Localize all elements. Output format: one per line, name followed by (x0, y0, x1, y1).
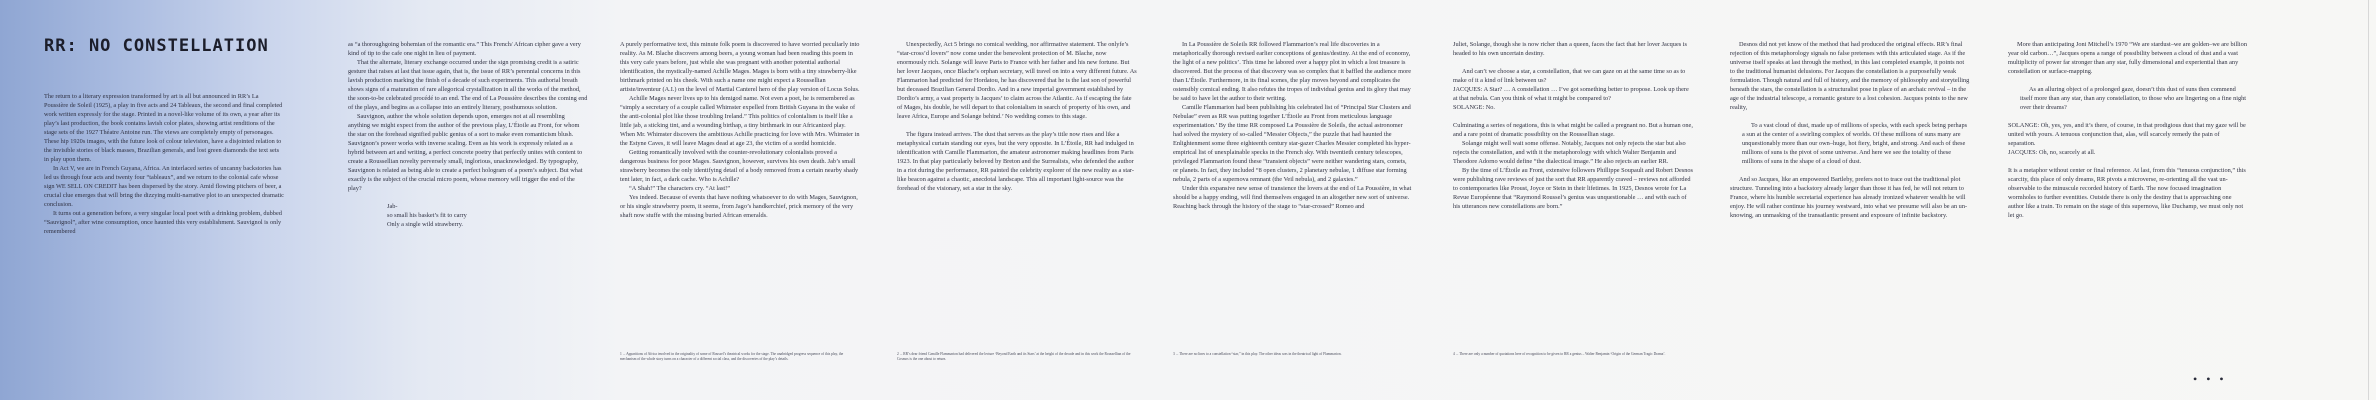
text-column-1 (44, 92, 284, 236)
paragraph: It is a metaphor without center or final reference. At last, from this “tenuous conjunction,” this scarcity, this place of only dreams, RR pivots a microverse, re-orienting all the vast un-observable to the minuscule recorded history of Earth. The now focused imagination wormholes to further eventities. Outside there is only the destiny that is approaching one author like a train. To remain on the stage of this supernova, like Duchamp, we must only not let go. (2008, 167, 2246, 219)
text-column-7 (1730, 40, 1970, 220)
footnote: 3 ... There are no lines to a constellation “star,” in this play. The other ideas was in the theatrical light of Flammarion. (1173, 352, 1342, 356)
poem-line: Jab- (387, 203, 398, 210)
text-column-8 (2008, 40, 2248, 220)
page-edge-divider (2368, 0, 2369, 400)
paragraph: By the time of L’Étoile au Front, extensive followers Phillippe Soupault and Robert Desnos were publishing rave reviews of just the sort that RR apparently craved – reviews not afforded to contemporaries like Proust, Joyce or Stein in their lifetimes. In 1925, Desnos wrote for La Revue Européenne that “Raymond Roussel’s genius was unquestionable … and with each of his utterances new constellations are born.” (1453, 167, 1693, 210)
paragraph: The return to a literary expression transformed by art is all but announced in RR’s La Poussière de Soleil (1925), a play in five acts and 24 Tableaux, the second and final completed work written expressly for the stage. Printed in a novel-like volume of its own, a year after its play’s last production, the book contains lavish color plates, showing artist renditions of the stage sets of the 1927 Théatre Antoine run. The views are completely empty of personages. These hip 1920s images, with the future look of colour television, have a disjointed relation to the invisible stories of black masses, Brazilian generals, and lost green diamonds the text sets in play upon them. (44, 93, 283, 163)
paragraph: Unexpectedly, Act 5 brings no comical wedding, nor affirmative statement. The onlyfe’s “star-cross’d lovers” now come under the benevolent protection of M. Blache, now enormously rich. Solange will leave Paris to France with her father and his new fortune. But her lover Jacques, once Blache’s orphan secretary, will travel on into a very different future. As Flammarion had predicted for Hordatou, he has discovered that he is the last son of powerful but deceased Brazilian General Dordio. And in a new imperial government established by Dordio’s army, a vast property is Jacques’ to claim across the Atlantic. As if escaping the fate of Mages, his double, he will depart to that colonialism in search of property of his own, and leave Africa, Europe and Solange behind.’ No wedding comes to this stage. (897, 41, 1137, 120)
text-column-4 (897, 40, 1137, 193)
paragraph: Yes indeed. Because of events that have nothing whatsoever to do with Mages, Sauvignon, or his single strawberry poem, it seems, from Jago’s handkerchief, prick memory of the very shaft now stuffe with the missing buried African emeralds. (620, 194, 858, 219)
text-column-3 (620, 40, 860, 220)
paragraph: Culminating a series of negations, this is what might be called a pregnant no. But a human one, and a rare point of dramatic possibility on the Roussellian stage. (1453, 122, 1693, 138)
block-quote: To a vast cloud of dust, made up of millions of specks, with each speck being perhaps a sun at the center of a swirling complex of worlds. Of these millions of suns many are unquestionably more than our own–huge, hot fiery, bright, and strong. And each of these millions of suns is the pivot of some universe. And here we see the totality of these millions of suns in the shape of a cloud of dust. (1742, 122, 1968, 165)
paragraph: And so Jacques, like an empowered Bartleby, prefers not to trace out the traditional plot structure. Tunneling into a backstory already larger than those it has fed, he will not return to France, where his humble secretarial experience has already ironized whatever wealth he will enjoy. He will rather continue his journey westward, into what we presume will also be an un-knowing, an unmasking of the transatlantic present and exposure of infinite backstory. (1730, 176, 1968, 219)
paragraph: In Act V, we are in French Guyana, Africa. An interlaced series of uncanny backstories has led us through four acts and twenty four “tableaux”, and we return to the colonial cafe whose sign WE SELL ON CREDIT has been dispersed by the story. Amid flowing pitchers of beer, a crucial clue emerges that will bring the dizzying multi-narrative plot to an unexpected dramatic conclusion. (44, 165, 284, 208)
dialogue: SOLANGE: Oh, yes, yes, and it’s there, of course, in that prodigious dust that my gaze will be united with yours. A tenuous conjunction that, alas, will scarcely remedy the pain of separation. (2008, 122, 2246, 147)
section-end-ornament: • • • (2193, 372, 2227, 386)
paragraph: More than anticipating Joni Mitchell’s 1970 “We are stardust–we are golden–we are billion year old carbon…”, Jacques opens a range of possibility between a cloud of dust and a vast multiplicity of power far stronger than any star, fully dimensional and experiential than any constellation or surface-mapping. (2008, 41, 2247, 75)
paragraph: “A Shah!” The characters cry. “At last!” (629, 185, 731, 192)
dialogue: JACQUES: A Star? … A constellation … I’ve got something better to propose. Look up there at that nebula. Can you think of what it might be compared to? (1453, 86, 1689, 102)
paragraph: That the alternate, literary exchange occurred under the sign promising credit is a satiric gesture that raises at last that issue again, that is, the issue of RR’s perennial concerns in this lavish production marking the finish of a decade of such experiments. This authorial breath shows signs of a maturation of rare allegorical crystallization in all the works of the method, the soon-to-be celebrated procédé to an end. The end of La Poussière describes the coming end of the plays, and begins as a collapse into an entirely literary, posthumous solution. (348, 59, 588, 111)
block-quote: As an alluring object of a prolonged gaze, doesn’t this dust of suns then commend itself more than any star, than any constellation, to those who are lingering on a fine night over their dreams? (2020, 86, 2247, 111)
paragraph: Juliet, Solange, though she is now richer than a queen, faces the fact that her lover Jacques is headed to his own uncertain destiny. (1453, 41, 1687, 57)
footnote: 4 ... There are only a number of quotations here of recognition to be given to RR a genius – Walter Benjamin ‘Origin of the German Tragic Drama’. (1453, 352, 1666, 356)
dialogue: SOLANGE: No. (1453, 104, 1495, 111)
paragraph: A purely performative text, this minute folk poem is discovered to have worried peculiarly into reality. As M. Blache discovers among beers, a young woman had been reading this poem in this very cafe years before, just while she was pregnant with another potential authorial identification, the mystically-named Achille Mages. Mages is born with a tiny strawberry-like birthmark printed on his cheek. With such a name one might expect a Roussellian artiste/inventeur (A.I.) on the level of Martial Canterel hero of the play version of Locus Solus. (620, 41, 860, 93)
paragraph: Desnos did not yet know of the method that had produced the original effects. RR’s final rejection of this metaphorology signals no false pretenses with this articulated stage. As if the universe itself speaks at last through the method, in this last completed example, it points not to the traditional humanist delusions. For Jacques the constellation is a purposefully weak formulation. Though natural and full of history, and the memory of philosophy and storytelling beneath the stars, the constellation is a structuralist pose in place of an archaic revival – in the age of the industrial telescope, a romantic gesture to a lost cohesion. Jacques points to the new reality, (1730, 41, 1970, 111)
footnote: 2 ... RR’s dear friend Camille Flammarion had delivered the lecture ‘Beyond Earth and its Stars’ at the height of the decade and in this work the Roussellian of the Cosmos is the one about to return. (897, 352, 1131, 361)
footnote: 1 ... Apparitions of Africa involved in the originality of some of Roussel’s theatrical works for the stage. The unabridged progress sequence of this play, the mechanism of the whole story turns on a character of a different social class, and the discoveries of the play’s details. (620, 352, 844, 361)
text-column-2 (348, 40, 588, 229)
paragraph: Solange might well wait some offense. Notably, Jacques not only rejects the star but also rejects the constellation, and with it the metaphorology with which Walter Benjamin and Theodore Adorno would define “the dialectical image.” He also rejects an earlier RR. (1453, 140, 1686, 165)
paragraph: Sauvignon, author the whole solution depends upon, emerges not at all resembling anything we might expect from the author of the previous play, L’Étoile au Front, for whom the star on the forehead signified public genius of a sort to make even romanticism blush. Sauvignon’s power works with inverse scaling. Even as his work is expressly related as a hybrid between art and writing, a perfect concrete poetry that perfectly unites with content to create a Roussellian novelty perversely small, inglorious, unacknowledged. By typography, Sauvignon is related as being able to create a perfect hologram of a poem’s subject. But what exactly is the subject of the crucial micro poem, whose memory will trigger the end of the play? (348, 113, 583, 192)
paragraph: as “a thoroughgoing bohemian of the romantic era.” This French/ African cipher gave a very kind of tip to the cafe one night in lieu of payment. (348, 41, 581, 57)
paragraph: Getting romantically involved with the counter-revolutionary colonialists proved a dangerous business for poor Mages. Sauvignon, however, survives his own death. Jab’s small strawberry becomes the only identifying detail of a body removed from a certain nearby shady tent later, in fact, a dark cache. Who is Achille? (620, 149, 859, 183)
paragraph: Under this expansive new sense of transience the lovers at the end of La Poussière, in what should be a happy ending, will find themselves engaged in an altogether new sort of universe. Reaching back through the history of the stage to “star-crossed” Romeo and (1173, 185, 1412, 210)
paragraph: The figura instead arrives. The dust that serves as the play’s title now rises and like a metaphysical curtain standing our eyes, but the very opposite. In L’Étoile, RR had indulged in identification with Camille Flammarion, the amateur astronomer making headlines from Paris 1923. In that play particularly beloved by Breton and the Surrealists, who defended the author in a riot during the performance, RR painted the celebrity explorer of the new reality as a star-like beacon against a chaotic, anecdotal landscape. This all important light-source was the forehead of the visionary, set a star in the sky. (897, 131, 1134, 192)
dialogue: And can’t we choose a star, a constellation, that we can gaze on at the same time so as to make of it a kind of link between us? (1453, 68, 1686, 84)
paragraph: In La Poussière de Soleils RR followed Flammarion’s real life discoveries in a metaphorically thorough revised earlier conceptions of genius/destiny. At the end of economy, the light of a new politics’. This time he labored over a happy plot in which a lost treasure is discovered. But the process of that discovery was so complex that it baffled the audience more than L’Étoile. Furthermore, in its final scenes, the play moves beyond and complicates the ostensibly comical ending. It also refutes the tropes of individual genius and its glory that may be said to have let the author to their writing. (1173, 41, 1412, 102)
paragraph: It turns out a generation before, a very singular local poet with a drinking problem, dubbed “Sauvignol”, after wine consumption, once haunted this very establishment. Sauvignol is only remembered (44, 210, 282, 235)
text-column-6 (1453, 40, 1693, 211)
dialogue: JACQUES: Oh, no, scarcely at all. (2008, 149, 2096, 156)
text-column-5 (1173, 40, 1413, 211)
paragraph: Achille Mages never lives up to his demigod name. Not even a poet, he is remembered as “simply a secretary of a couple called Whimster expelled from British Guyana in the wake of the anti-colonial plot like those troubling Ireland.” This politics of colonialism is itself like a little jab, a sticking tint, and a wounding birthap, a tiny birthmark in our Africanized play. When Mr. Whimster discovers the ambitious Achille practicing for love with Mrs. Whimster in the Estyne Caves, it will leave Mages dead at age 23, the victim of a sordid homicide. (620, 95, 860, 147)
page-title: RR: NO CONSTELLATION (44, 36, 269, 56)
poem-line: so small his basket’s fit to carry (387, 212, 467, 219)
poem-line: Only a single wild strawberry. (387, 221, 464, 228)
paragraph: Camille Flammarion had been publishing his celebrated list of “Principal Star Clusters and Nebulae” even as RR was putting together L’Étoile au Front from meticulous language experimentation.’ By the time RR composed La Poussière de Soleils, the actual astronomer had solved the mystery of so-called “Messier Objects,” the puzzle that had haunted the Enlightenment some three eighteenth century star-gazer Charles Messier completed his hyper-empirical list of unexplainable specks in the French sky. With twentieth century telescopes, privileged Flammarion found these “transient objects” were neither wandering stars, comets, or planets. In fact, they included “8 open clusters, 2 planetary nebulae, 1 diffuse star forming nebula, 2 parts of a supernova remnant (the Veil nebula), and 2 galaxies.” (1173, 104, 1411, 183)
